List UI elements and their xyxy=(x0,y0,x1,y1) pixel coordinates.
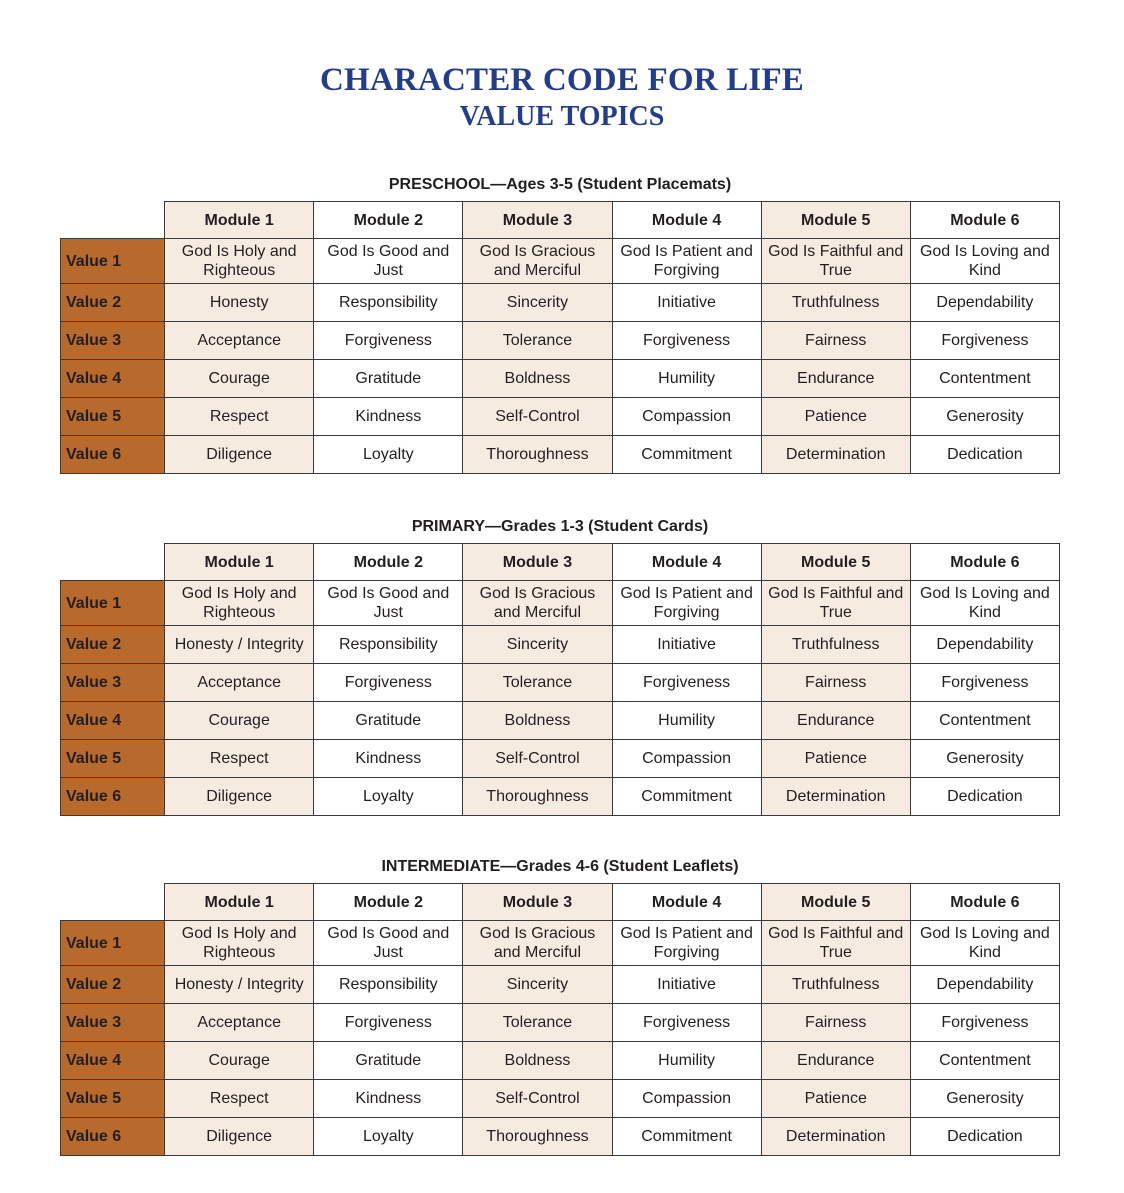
table-cell: Diligence xyxy=(165,1118,314,1156)
table-cell: Forgiveness xyxy=(910,322,1059,360)
table-cell: Sincerity xyxy=(463,284,612,322)
table-cell: God Is Patient and Forgiving xyxy=(612,581,761,626)
module-header: Module 2 xyxy=(314,544,463,581)
module-header: Module 3 xyxy=(463,884,612,921)
table-cell: God Is Holy and Righteous xyxy=(165,921,314,966)
table-cell: Sincerity xyxy=(463,626,612,664)
table-cell: Honesty / Integrity xyxy=(165,626,314,664)
value-row-label: Value 2 xyxy=(61,626,165,664)
table-cell: God Is Holy and Righteous xyxy=(165,239,314,284)
table-cell: Loyalty xyxy=(314,1118,463,1156)
table-corner xyxy=(61,884,165,921)
module-header: Module 5 xyxy=(761,544,910,581)
module-header: Module 1 xyxy=(165,544,314,581)
module-header: Module 3 xyxy=(463,202,612,239)
table-cell: Kindness xyxy=(314,740,463,778)
table-row xyxy=(61,1042,1060,1080)
table-cell: Forgiveness xyxy=(314,664,463,702)
table-cell: Dependability xyxy=(910,626,1059,664)
module-header: Module 6 xyxy=(910,202,1059,239)
table-cell: Initiative xyxy=(612,966,761,1004)
table-cell: Contentment xyxy=(910,1042,1059,1080)
table-cell: God Is Patient and Forgiving xyxy=(612,921,761,966)
module-header: Module 5 xyxy=(761,202,910,239)
table-cell: God Is Loving and Kind xyxy=(910,921,1059,966)
module-header: Module 4 xyxy=(612,544,761,581)
table-row xyxy=(61,740,1060,778)
table-row xyxy=(61,664,1060,702)
table-row xyxy=(61,284,1060,322)
table-cell: Responsibility xyxy=(314,966,463,1004)
module-header: Module 6 xyxy=(910,544,1059,581)
table-cell: Gratitude xyxy=(314,360,463,398)
table-cell: Acceptance xyxy=(165,322,314,360)
table-cell: Patience xyxy=(761,740,910,778)
value-row-label: Value 5 xyxy=(61,740,165,778)
module-header: Module 4 xyxy=(612,884,761,921)
table-cell: Fairness xyxy=(761,322,910,360)
table-cell: Gratitude xyxy=(314,702,463,740)
table-cell: Compassion xyxy=(612,740,761,778)
section-heading: PRIMARY—Grades 1-3 (Student Cards) xyxy=(411,518,709,535)
table-cell: God Is Gracious and Merciful xyxy=(463,921,612,966)
value-topics-table xyxy=(60,201,1060,474)
table-cell: Self-Control xyxy=(463,1080,612,1118)
table-cell: Humility xyxy=(612,1042,761,1080)
table-cell: Tolerance xyxy=(463,1004,612,1042)
module-header: Module 6 xyxy=(910,884,1059,921)
table-cell: God Is Gracious and Merciful xyxy=(463,239,612,284)
table-cell: Respect xyxy=(165,398,314,436)
value-row-label: Value 1 xyxy=(61,921,165,966)
value-topics-table xyxy=(60,883,1060,1156)
table-cell: Initiative xyxy=(612,626,761,664)
table-cell: God Is Gracious and Merciful xyxy=(463,581,612,626)
table-cell: Forgiveness xyxy=(612,664,761,702)
table-cell: God Is Good and Just xyxy=(314,239,463,284)
table-cell: Generosity xyxy=(910,740,1059,778)
table-cell: Responsibility xyxy=(314,284,463,322)
table-cell: Self-Control xyxy=(463,740,612,778)
table-cell: Fairness xyxy=(761,664,910,702)
table-cell: Dependability xyxy=(910,966,1059,1004)
title-subtitle: VALUE TOPICS xyxy=(459,101,665,132)
table-row xyxy=(61,626,1060,664)
table-row xyxy=(61,921,1060,966)
value-row-label: Value 4 xyxy=(61,360,165,398)
table-cell: Forgiveness xyxy=(612,322,761,360)
table-corner xyxy=(61,544,165,581)
value-row-label: Value 2 xyxy=(61,284,165,322)
module-header: Module 4 xyxy=(612,202,761,239)
table-cell: Generosity xyxy=(910,1080,1059,1118)
table-cell: Loyalty xyxy=(314,436,463,474)
table-row xyxy=(61,581,1060,626)
table-cell: God Is Faithful and True xyxy=(761,581,910,626)
table-cell: Dedication xyxy=(910,436,1059,474)
table-cell: Sincerity xyxy=(463,966,612,1004)
table-cell: Generosity xyxy=(910,398,1059,436)
table-cell: Honesty / Integrity xyxy=(165,966,314,1004)
table-cell: God Is Good and Just xyxy=(314,921,463,966)
table-cell: God Is Faithful and True xyxy=(761,239,910,284)
table-cell: Dedication xyxy=(910,1118,1059,1156)
table-cell: Forgiveness xyxy=(910,664,1059,702)
value-row-label: Value 6 xyxy=(61,1118,165,1156)
table-cell: Fairness xyxy=(761,1004,910,1042)
table-cell: Compassion xyxy=(612,398,761,436)
table-row xyxy=(61,360,1060,398)
table-cell: Endurance xyxy=(761,702,910,740)
table-header-row xyxy=(61,884,1060,921)
table-cell: Gratitude xyxy=(314,1042,463,1080)
table-cell: Boldness xyxy=(463,360,612,398)
table-cell: Honesty xyxy=(165,284,314,322)
table-cell: Forgiveness xyxy=(910,1004,1059,1042)
table-cell: Commitment xyxy=(612,436,761,474)
table-row xyxy=(61,702,1060,740)
value-row-label: Value 5 xyxy=(61,398,165,436)
table-cell: Endurance xyxy=(761,1042,910,1080)
table-cell: Responsibility xyxy=(314,626,463,664)
value-row-label: Value 3 xyxy=(61,322,165,360)
table-cell: Initiative xyxy=(612,284,761,322)
table-cell: Commitment xyxy=(612,778,761,816)
title-main: CHARACTER CODE FOR LIFE xyxy=(319,62,805,98)
table-cell: Tolerance xyxy=(463,322,612,360)
table-cell: Determination xyxy=(761,1118,910,1156)
table-row xyxy=(61,1004,1060,1042)
module-header: Module 2 xyxy=(314,202,463,239)
table-cell: Diligence xyxy=(165,436,314,474)
value-row-label: Value 6 xyxy=(61,436,165,474)
table-cell: Thoroughness xyxy=(463,1118,612,1156)
table-corner xyxy=(61,202,165,239)
value-row-label: Value 3 xyxy=(61,664,165,702)
value-row-label: Value 1 xyxy=(61,239,165,284)
table-cell: Dedication xyxy=(910,778,1059,816)
module-header: Module 1 xyxy=(165,202,314,239)
value-row-label: Value 5 xyxy=(61,1080,165,1118)
table-cell: Respect xyxy=(165,1080,314,1118)
table-cell: Acceptance xyxy=(165,664,314,702)
table-cell: Kindness xyxy=(314,1080,463,1118)
table-cell: God Is Loving and Kind xyxy=(910,581,1059,626)
table-row xyxy=(61,778,1060,816)
table-cell: Self-Control xyxy=(463,398,612,436)
value-row-label: Value 4 xyxy=(61,1042,165,1080)
table-cell: Contentment xyxy=(910,360,1059,398)
table-row xyxy=(61,1118,1060,1156)
module-header: Module 1 xyxy=(165,884,314,921)
table-cell: Courage xyxy=(165,360,314,398)
table-cell: Tolerance xyxy=(463,664,612,702)
table-cell: Acceptance xyxy=(165,1004,314,1042)
table-header-row xyxy=(61,544,1060,581)
table-cell: Truthfulness xyxy=(761,284,910,322)
table-cell: Boldness xyxy=(463,702,612,740)
table-row xyxy=(61,1080,1060,1118)
value-row-label: Value 2 xyxy=(61,966,165,1004)
table-cell: Patience xyxy=(761,1080,910,1118)
table-cell: God Is Patient and Forgiving xyxy=(612,239,761,284)
section-heading: INTERMEDIATE—Grades 4-6 (Student Leaflets) xyxy=(381,858,739,875)
table-cell: Commitment xyxy=(612,1118,761,1156)
table-cell: Courage xyxy=(165,702,314,740)
section-heading: PRESCHOOL—Ages 3-5 (Student Placemats) xyxy=(388,176,732,193)
table-cell: Determination xyxy=(761,778,910,816)
table-row xyxy=(61,322,1060,360)
table-cell: Courage xyxy=(165,1042,314,1080)
table-cell: Loyalty xyxy=(314,778,463,816)
table-cell: Dependability xyxy=(910,284,1059,322)
value-row-label: Value 1 xyxy=(61,581,165,626)
table-cell: Diligence xyxy=(165,778,314,816)
table-cell: God Is Good and Just xyxy=(314,581,463,626)
table-cell: Truthfulness xyxy=(761,966,910,1004)
table-cell: God Is Holy and Righteous xyxy=(165,581,314,626)
value-row-label: Value 4 xyxy=(61,702,165,740)
value-row-label: Value 3 xyxy=(61,1004,165,1042)
table-cell: Endurance xyxy=(761,360,910,398)
table-row xyxy=(61,398,1060,436)
table-cell: Forgiveness xyxy=(612,1004,761,1042)
module-header: Module 2 xyxy=(314,884,463,921)
table-cell: Truthfulness xyxy=(761,626,910,664)
table-row xyxy=(61,436,1060,474)
table-cell: Forgiveness xyxy=(314,1004,463,1042)
table-cell: Boldness xyxy=(463,1042,612,1080)
table-cell: Respect xyxy=(165,740,314,778)
table-cell: Kindness xyxy=(314,398,463,436)
table-cell: Compassion xyxy=(612,1080,761,1118)
table-cell: God Is Loving and Kind xyxy=(910,239,1059,284)
table-cell: Humility xyxy=(612,702,761,740)
table-cell: Thoroughness xyxy=(463,436,612,474)
module-header: Module 3 xyxy=(463,544,612,581)
table-header-row xyxy=(61,202,1060,239)
table-cell: Thoroughness xyxy=(463,778,612,816)
table-cell: Humility xyxy=(612,360,761,398)
table-cell: Forgiveness xyxy=(314,322,463,360)
page-title xyxy=(0,60,1124,134)
value-topics-table xyxy=(60,543,1060,816)
table-row xyxy=(61,966,1060,1004)
value-row-label: Value 6 xyxy=(61,778,165,816)
table-cell: Patience xyxy=(761,398,910,436)
table-row xyxy=(61,239,1060,284)
module-header: Module 5 xyxy=(761,884,910,921)
table-cell: Determination xyxy=(761,436,910,474)
table-cell: God Is Faithful and True xyxy=(761,921,910,966)
table-cell: Contentment xyxy=(910,702,1059,740)
